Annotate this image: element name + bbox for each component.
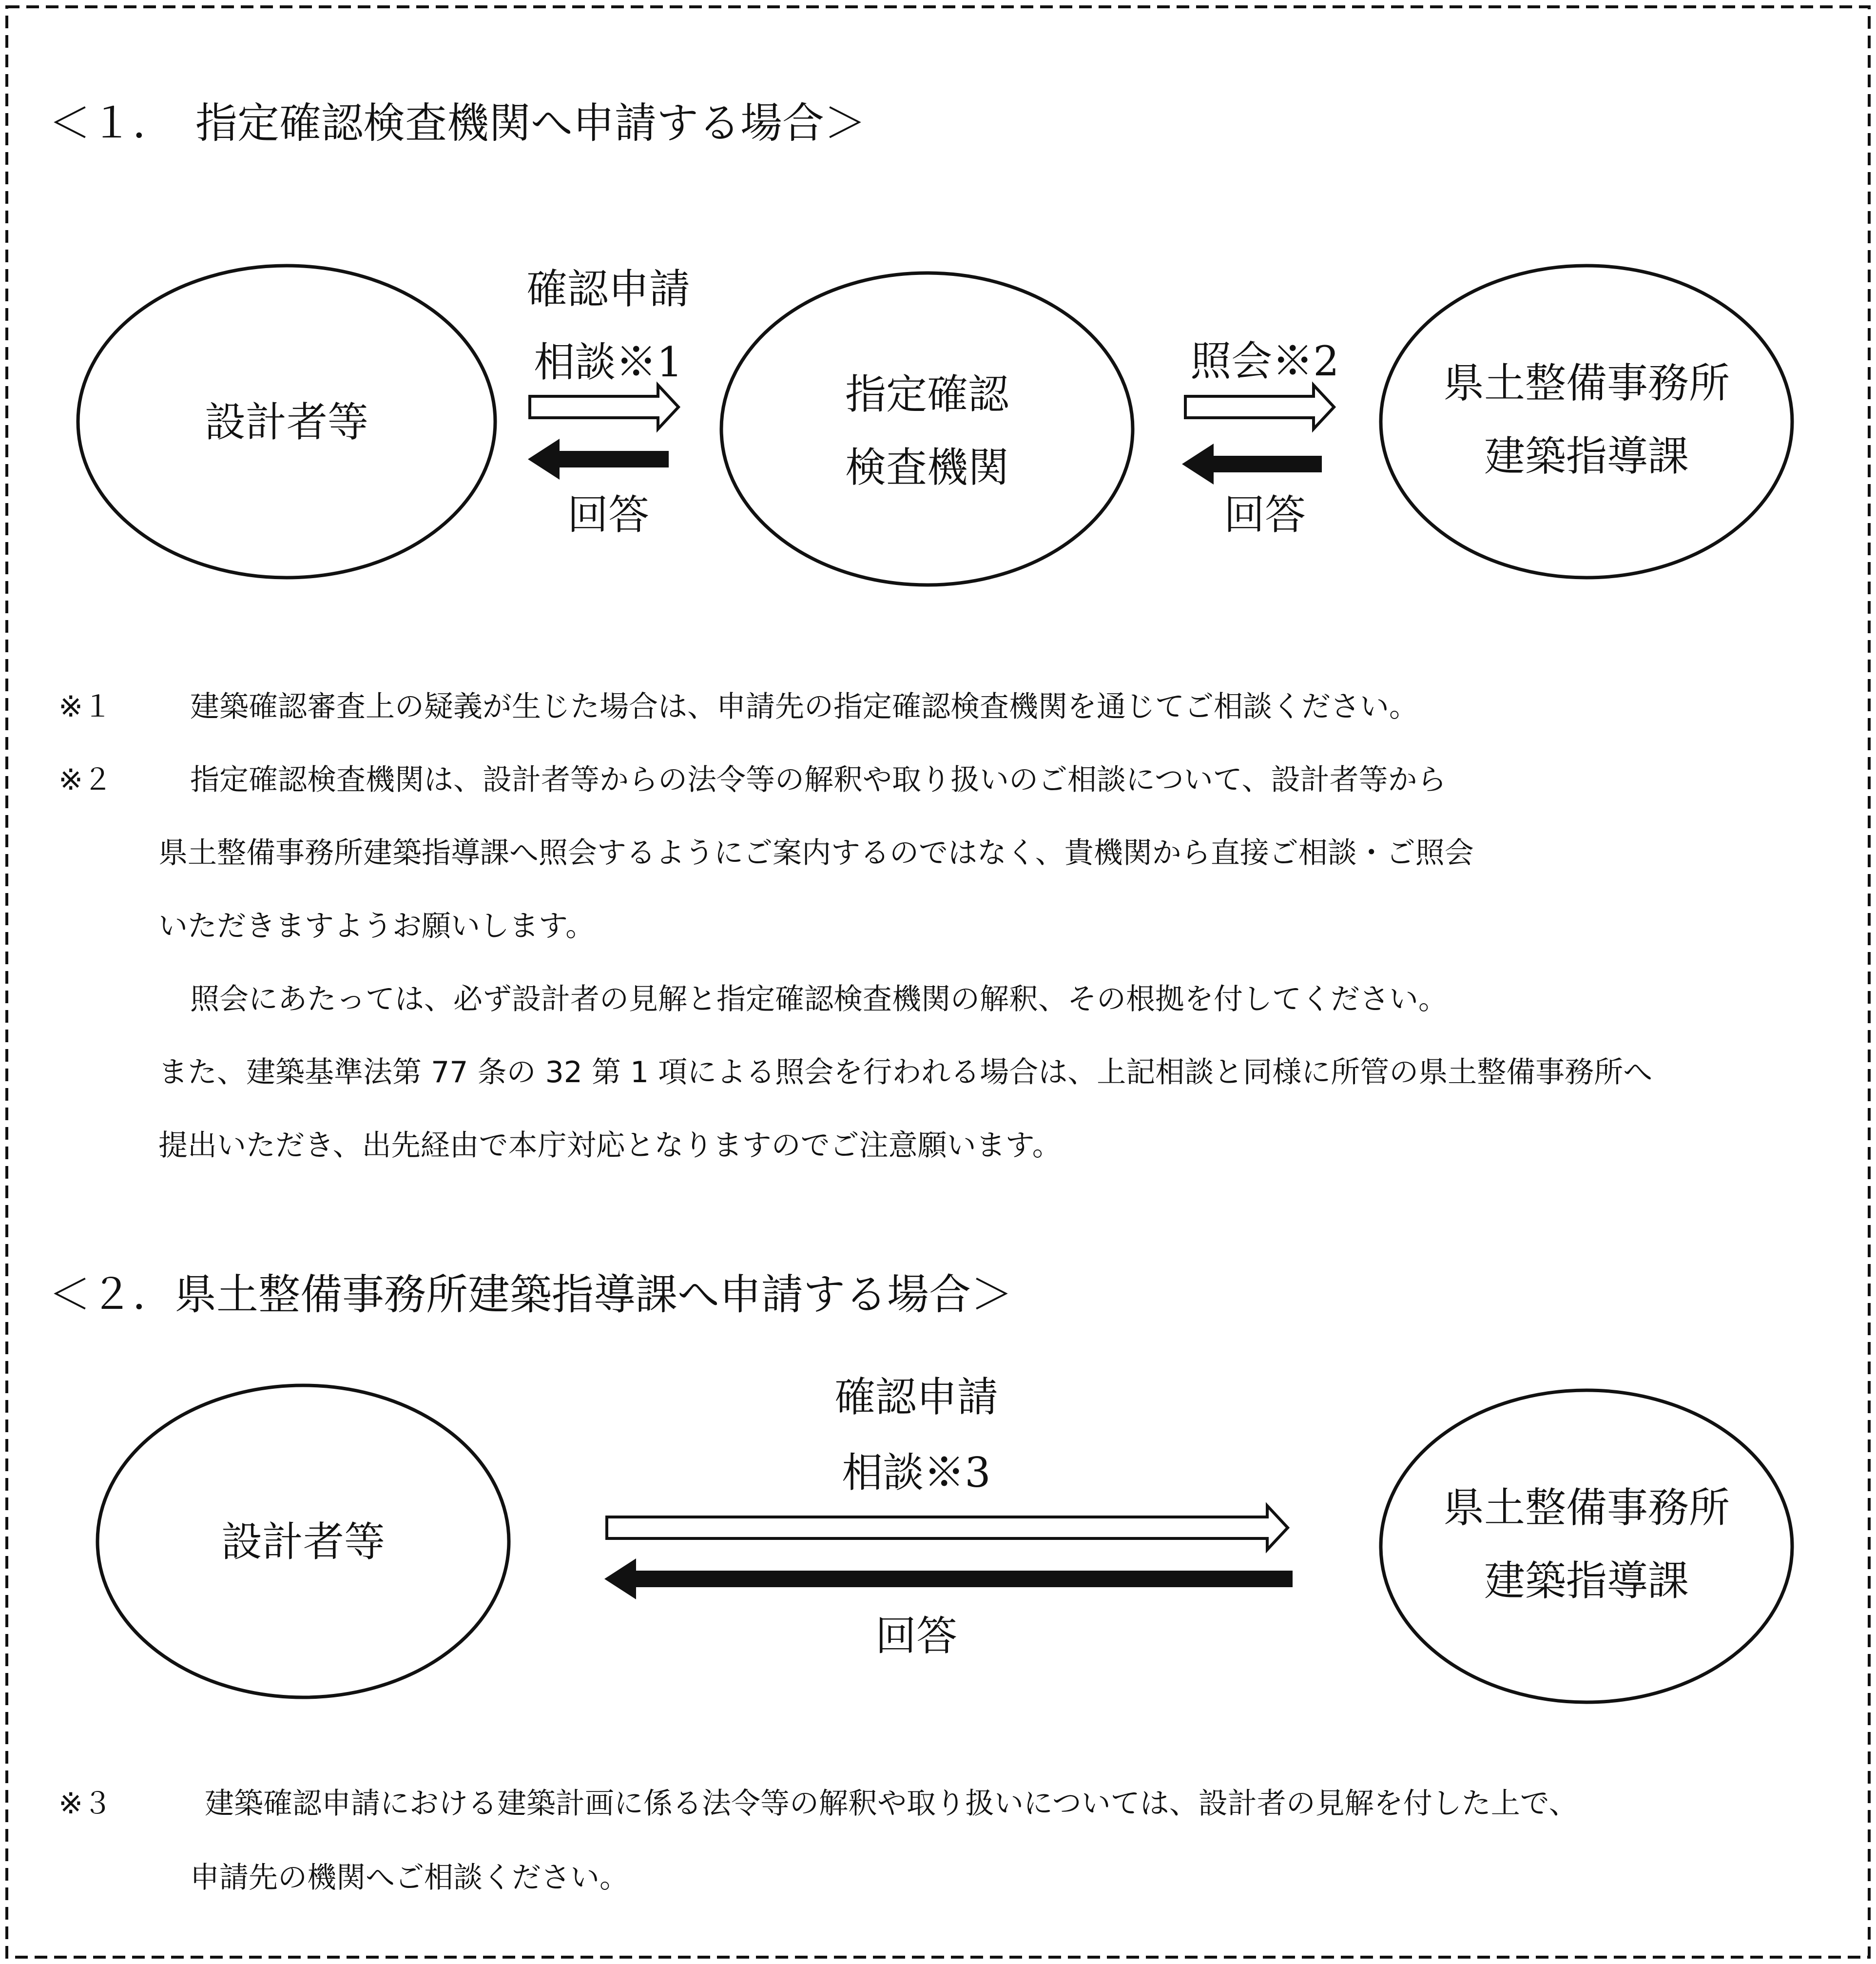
- node-office-1-label-1: 県土整備事務所: [1443, 359, 1730, 407]
- arrow1-label-line2: 相談※1: [534, 338, 683, 386]
- note1-text: 建築確認審査上の疑義が生じた場合は、申請先の指定確認検査機関を通じてご相談ください。: [190, 690, 1418, 724]
- arrow3-label-line1: 確認申請: [834, 1373, 999, 1421]
- note2-line4: 照会にあたっては、必ず設計者の見解と指定確認検査機関の解釈、その根拠を付してください。: [190, 982, 1448, 1016]
- node-agency-label-1: 指定確認: [845, 370, 1009, 418]
- note1-mark: ※１: [58, 690, 113, 724]
- node-designer-2-label: 設計者等: [221, 1518, 386, 1566]
- arrow2-request-arrow: [1185, 385, 1334, 429]
- node-designer-1-label: 設計者等: [204, 398, 369, 446]
- note2-mark: ※２: [58, 763, 113, 797]
- note2-line1: 指定確認検査機関は、設計者等からの法令等の解釈や取り扱いのご相談について、設計者等から: [190, 763, 1447, 797]
- arrow1-reply-arrow: [528, 439, 669, 480]
- section1-heading: ＜１． 指定確認検査機関へ申請する場合＞: [49, 99, 866, 148]
- arrow2-label: 照会※2: [1190, 337, 1339, 385]
- note2-line6: 提出いただき、出先経由で本庁対応となりますのでご注意願います。: [158, 1128, 1062, 1163]
- arrow1-request-arrow: [530, 385, 678, 429]
- arrow1-label-line1: 確認申請: [526, 265, 691, 313]
- arrow3-request-arrow: [607, 1506, 1288, 1550]
- arrow2-reply-arrow: [1182, 444, 1322, 485]
- note3-mark: ※３: [58, 1787, 113, 1821]
- arrow2-reply-label: 回答: [1223, 491, 1306, 539]
- note3-line2: 申請先の機関へご相談ください。: [190, 1861, 629, 1895]
- note3-line1: 建築確認申請における建築計画に係る法令等の解釈や取り扱いについては、設計者の見解を付した上で、: [205, 1787, 1578, 1821]
- note2-line2: 県土整備事務所建築指導課へ照会するようにご案内するのではなく、貴機関から直接ご相談・ご照会: [158, 836, 1474, 870]
- node-office-2-label-2: 建築指導課: [1484, 1557, 1689, 1605]
- node-office-1-label-2: 建築指導課: [1484, 432, 1689, 480]
- node-office-2: [1381, 1390, 1792, 1702]
- node-agency-label-2: 検査機関: [845, 444, 1009, 491]
- arrow1-reply-label: 回答: [567, 491, 650, 539]
- node-office-1: [1381, 266, 1792, 578]
- note2-line5: また、建築基準法第 77 条の 32 第 1 項による照会を行われる場合は、上記相談と同様に所管の県土整備事務所へ: [158, 1055, 1653, 1089]
- arrow3-reply-arrow: [604, 1558, 1293, 1599]
- node-office-2-label-1: 県土整備事務所: [1443, 1484, 1730, 1532]
- section2-heading: ＜２．県土整備事務所建築指導課へ申請する場合＞: [49, 1270, 1013, 1319]
- note2-line3: いただきますようお願いします。: [158, 909, 595, 943]
- node-agency: [721, 273, 1133, 585]
- arrow3-reply-label: 回答: [875, 1612, 958, 1660]
- arrow3-label-line2: 相談※3: [842, 1449, 991, 1497]
